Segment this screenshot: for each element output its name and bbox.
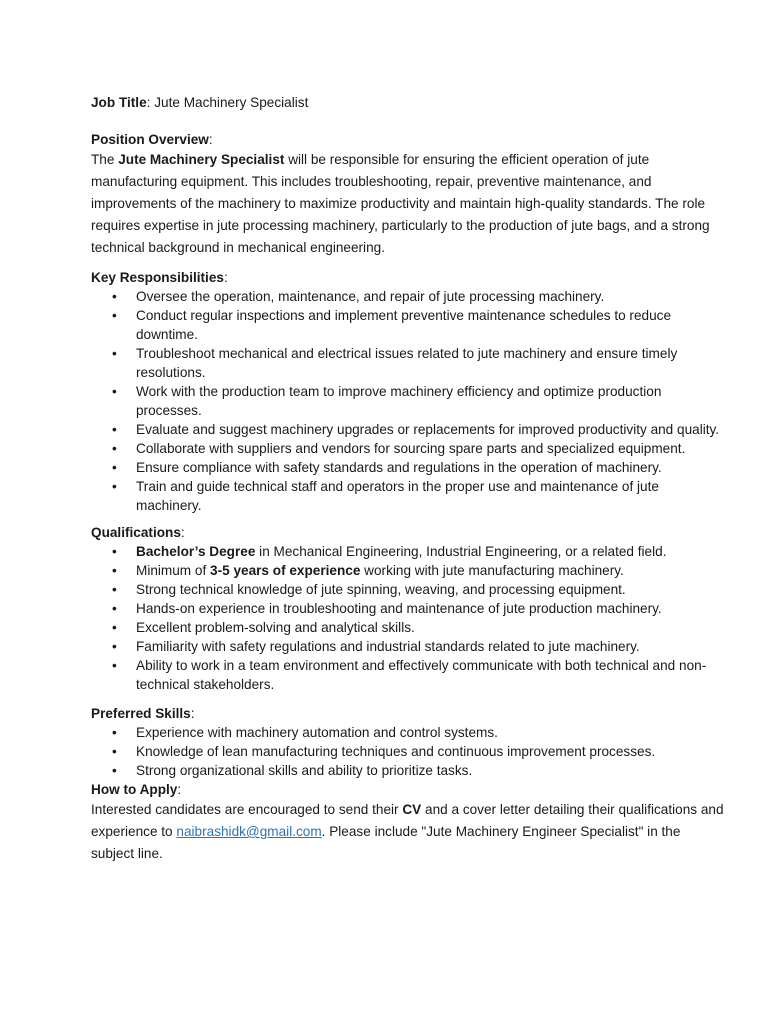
list-item — [91, 477, 727, 515]
bullet-icon: • — [112, 441, 117, 456]
skills-heading-line — [91, 704, 727, 723]
apply-text-2: and a cover letter detailing their qualifications and experience to — [91, 802, 724, 839]
list-item — [91, 542, 727, 561]
qualifications-heading-colon: : — [180, 525, 185, 540]
list-item — [91, 439, 727, 458]
job-title-label: Job Title — [91, 95, 147, 110]
bullet-icon: • — [112, 289, 117, 304]
bullet-icon: • — [112, 620, 117, 635]
list-item — [91, 561, 727, 580]
apply-heading-line — [91, 780, 727, 799]
bullet-icon: • — [112, 308, 117, 323]
bullet-icon: • — [112, 563, 117, 578]
overview-prefix: The — [91, 152, 119, 167]
bullet-icon: • — [112, 422, 117, 437]
experience-prefix: Minimum of — [136, 563, 211, 578]
email-link[interactable]: naibrashidk@gmail.com — [176, 824, 322, 839]
list-item — [91, 599, 727, 618]
overview-heading-colon: : — [208, 132, 213, 147]
list-item-text: Familiarity with safety regulations and industrial standards related to jute machinery. — [136, 639, 640, 654]
skills-heading-colon: : — [190, 706, 195, 721]
list-item — [91, 287, 727, 306]
list-item — [91, 656, 727, 694]
list-item — [91, 742, 727, 761]
responsibilities-heading-colon: : — [223, 270, 228, 285]
list-item — [91, 382, 727, 420]
responsibilities-heading: Key Responsibilities — [91, 270, 224, 285]
list-item — [91, 637, 727, 656]
job-title-colon: : — [146, 95, 155, 110]
list-item-text: Work with the production team to improve machinery efficiency and optimize production processes. — [136, 384, 662, 418]
list-item-text: Evaluate and suggest machinery upgrades or replacements for improved productivity and quality. — [136, 422, 720, 437]
bullet-icon: • — [112, 460, 117, 475]
list-item-text: Ensure compliance with safety standards and regulations in the operation of machinery. — [136, 460, 662, 475]
degree-label: Bachelor’s Degree — [136, 544, 256, 559]
bullet-icon: • — [112, 479, 117, 494]
bullet-icon: • — [112, 544, 117, 559]
degree-text: in Mechanical Engineering, Industrial Engineering, or a related field. — [255, 544, 667, 559]
list-item-text: Oversee the operation, maintenance, and repair of jute processing machinery. — [136, 289, 605, 304]
list-item-text: Hands-on experience in troubleshooting and maintenance of jute production machinery. — [136, 601, 662, 616]
bullet-icon: • — [112, 582, 117, 597]
overview-paragraph — [91, 149, 727, 259]
list-item — [91, 580, 727, 599]
bullet-icon: • — [112, 725, 117, 740]
list-item-text: Troubleshoot mechanical and electrical issues related to jute machinery and ensure timely resolutions. — [136, 346, 678, 380]
list-item-text: Strong technical knowledge of jute spinning, weaving, and processing equipment. — [136, 582, 626, 597]
list-item — [91, 420, 727, 439]
experience-text: working with jute manufacturing machinery. — [360, 563, 624, 578]
bullet-icon: • — [112, 763, 117, 778]
bullet-icon: • — [112, 658, 117, 673]
responsibilities-heading-line — [91, 268, 727, 287]
list-item — [91, 458, 727, 477]
qualifications-heading-line — [91, 523, 727, 542]
overview-body: will be responsible for ensuring the efficient operation of jute manufacturing equipment. This includes troubleshooting, repair, preventive maintenance, and improvements of the machinery to maximize productivity and maintain high-quality standards. The role requires expertise in jute processing machinery, particularly to the production of jute bags, and a strong technical background in mechanical engineering. — [91, 152, 710, 255]
list-item-text: Conduct regular inspections and implement preventive maintenance schedules to reduce downtime. — [136, 308, 672, 342]
bullet-icon: • — [112, 601, 117, 616]
qualifications-heading: Qualifications — [91, 525, 181, 540]
list-item-text: Knowledge of lean manufacturing techniques and continuous improvement processes. — [136, 744, 656, 759]
overview-role-name: Jute Machinery Specialist — [118, 152, 285, 167]
apply-heading-colon: : — [177, 782, 182, 797]
list-item — [91, 344, 727, 382]
bullet-icon: • — [112, 346, 117, 361]
list-item — [91, 618, 727, 637]
job-title-value: Jute Machinery Specialist — [154, 95, 309, 110]
qualifications-list — [91, 542, 727, 694]
list-item-text: Collaborate with suppliers and vendors for sourcing spare parts and specialized equipment. — [136, 441, 686, 456]
document-page — [91, 93, 727, 865]
apply-heading: How to Apply — [91, 782, 178, 797]
overview-heading: Position Overview — [91, 132, 209, 147]
skills-list — [91, 723, 727, 780]
apply-paragraph — [91, 799, 727, 865]
apply-text-1: Interested candidates are encouraged to send their — [91, 802, 403, 817]
apply-text-3: . Please include "Jute Machinery Engineer Specialist" in the subject line. — [91, 824, 681, 861]
list-item — [91, 761, 727, 780]
list-item-text: Excellent problem-solving and analytical skills. — [136, 620, 415, 635]
bullet-icon: • — [112, 639, 117, 654]
experience-years: 3-5 years of experience — [210, 563, 361, 578]
cv-label: CV — [402, 802, 422, 817]
bullet-icon: • — [112, 384, 117, 399]
overview-heading-line — [91, 130, 727, 149]
job-title-line — [91, 93, 727, 112]
skills-heading: Preferred Skills — [91, 706, 191, 721]
list-item-text: Experience with machinery automation and control systems. — [136, 725, 498, 740]
list-item-text: Train and guide technical staff and operators in the proper use and maintenance of jute machinery. — [136, 479, 659, 513]
bullet-icon: • — [112, 744, 117, 759]
responsibilities-list — [91, 287, 727, 515]
list-item — [91, 723, 727, 742]
list-item — [91, 306, 727, 344]
list-item-text: Strong organizational skills and ability to prioritize tasks. — [136, 763, 473, 778]
list-item-text: Ability to work in a team environment and effectively communicate with both technical and non-technical stakeholders. — [136, 658, 707, 692]
